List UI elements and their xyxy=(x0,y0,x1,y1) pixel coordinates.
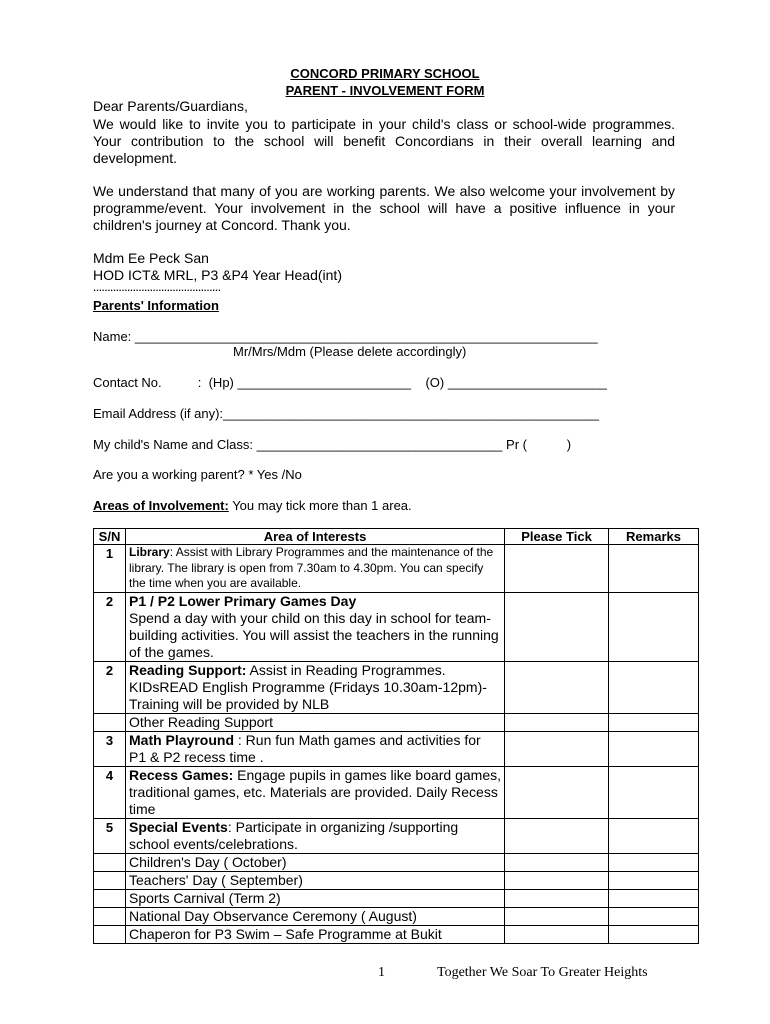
table-row xyxy=(94,889,699,907)
working-parent-question[interactable]: Are you a working parent? * Yes /No xyxy=(93,467,302,482)
table-row xyxy=(94,731,699,766)
remarks-cell[interactable] xyxy=(609,592,699,661)
row-sn: 1 xyxy=(94,545,126,593)
row-sn xyxy=(94,889,126,907)
row-sn: 4 xyxy=(94,766,126,818)
row-sn xyxy=(94,925,126,943)
table-row xyxy=(94,661,699,713)
signer-title: HOD ICT& MRL, P3 &P4 Year Head(int) xyxy=(93,267,342,283)
row-sn xyxy=(94,907,126,925)
areas-heading-line xyxy=(93,498,412,513)
table-row xyxy=(94,592,699,661)
tick-cell[interactable] xyxy=(505,925,609,943)
row-title: P1 / P2 Lower Primary Games Day xyxy=(129,592,357,609)
table-row xyxy=(94,766,699,818)
row-title: Math Playround xyxy=(129,731,235,748)
row-area xyxy=(126,731,505,766)
row-desc: Spend a day with your child on this day in school for team-building activities. You will assist the teachers in the running of the games. xyxy=(129,609,499,660)
row-desc: Assist in Reading Programmes. KIDsREAD English Programme (Fridays 10.30am-12pm)- Training will be provided by NLB xyxy=(129,661,487,712)
col-header-area: Area of Interests xyxy=(126,529,505,545)
form-title: PARENT - INVOLVEMENT FORM xyxy=(285,83,485,98)
page-number: 1 xyxy=(378,965,385,980)
remarks-cell[interactable] xyxy=(609,925,699,943)
remarks-cell[interactable] xyxy=(609,545,699,593)
salutation: Dear Parents/Guardians, xyxy=(93,98,248,114)
row-sn: 3 xyxy=(94,731,126,766)
working-parents-paragraph: We understand that many of you are working parents. We also welcome your involvement by programme/event. Your involvement in the school will have a positive influence in your children's journey at Concord. Thank you. xyxy=(93,183,675,233)
remarks-cell[interactable] xyxy=(609,907,699,925)
row-area: National Day Observance Ceremony ( August) xyxy=(126,907,505,925)
table-row xyxy=(94,853,699,871)
row-area: Other Reading Support xyxy=(126,713,505,731)
school-name: CONCORD PRIMARY SCHOOL xyxy=(290,66,480,81)
tick-cell[interactable] xyxy=(505,871,609,889)
row-desc: Engage pupils in games like board games, traditional games, etc. Materials are provided. Daily Recess time xyxy=(129,766,502,817)
row-title: Reading Support: xyxy=(129,661,247,678)
areas-table xyxy=(93,528,699,944)
separator-line: ……………………………………… xyxy=(93,283,221,293)
row-sn: 5 xyxy=(94,818,126,853)
child-name-class-field[interactable]: My child's Name and Class: __________________________________ Pr ( ) xyxy=(93,437,572,452)
tick-cell[interactable] xyxy=(505,907,609,925)
intro-paragraph: We would like to invite you to participate in your child's class or school-wide programmes. Your contribution to the school will benefit Concordians in their overall learning and development. xyxy=(93,116,675,166)
row-sn: 2 xyxy=(94,592,126,661)
parents-info-heading: Parents' Information xyxy=(93,298,219,313)
row-area xyxy=(126,592,505,661)
row-area xyxy=(126,661,505,713)
row-area xyxy=(126,818,505,853)
tick-cell[interactable] xyxy=(505,545,609,593)
remarks-cell[interactable] xyxy=(609,731,699,766)
remarks-cell[interactable] xyxy=(609,818,699,853)
row-sn: 2 xyxy=(94,661,126,713)
col-header-sn: S/N xyxy=(94,529,126,545)
row-sn xyxy=(94,853,126,871)
tick-cell[interactable] xyxy=(505,661,609,713)
areas-table-wrap xyxy=(93,528,699,944)
areas-note: You may tick more than 1 area. xyxy=(228,498,412,513)
remarks-cell[interactable] xyxy=(609,766,699,818)
row-area: Sports Carnival (Term 2) xyxy=(126,889,505,907)
col-header-remarks: Remarks xyxy=(609,529,699,545)
row-sn xyxy=(94,871,126,889)
name-title-note: Mr/Mrs/Mdm (Please delete accordingly) xyxy=(233,344,467,359)
remarks-cell[interactable] xyxy=(609,661,699,713)
row-title: Recess Games: xyxy=(129,766,234,783)
tick-cell[interactable] xyxy=(505,889,609,907)
row-area: Teachers' Day ( September) xyxy=(126,871,505,889)
remarks-cell[interactable] xyxy=(609,871,699,889)
table-row xyxy=(94,545,699,593)
areas-heading: Areas of Involvement: xyxy=(93,498,229,513)
name-field[interactable]: Name: ________________________________________________________________ xyxy=(93,329,598,344)
row-area xyxy=(126,766,505,818)
tick-cell[interactable] xyxy=(505,731,609,766)
email-field[interactable]: Email Address (if any):____________________________________________________ xyxy=(93,406,600,421)
row-desc: : Run fun Math games and activities for P1 & P2 recess time . xyxy=(129,731,481,765)
row-desc: : Participate in organizing /supporting school events/celebrations. xyxy=(129,818,459,852)
table-row xyxy=(94,713,699,731)
row-area xyxy=(126,545,505,593)
signer-name: Mdm Ee Peck San xyxy=(93,250,209,266)
table-header-row xyxy=(94,529,699,545)
school-motto: Together We Soar To Greater Heights xyxy=(437,965,648,980)
table-row xyxy=(94,871,699,889)
table-row xyxy=(94,818,699,853)
row-desc: : Assist with Library Programmes and the maintenance of the library. The library is open from 7.30am to 4.30pm. You can specify the time when you are available. xyxy=(129,545,494,590)
remarks-cell[interactable] xyxy=(609,713,699,731)
tick-cell[interactable] xyxy=(505,713,609,731)
row-area: Chaperon for P3 Swim – Safe Programme at Bukit xyxy=(126,925,505,943)
row-sn xyxy=(94,713,126,731)
tick-cell[interactable] xyxy=(505,766,609,818)
row-area: Children's Day ( October) xyxy=(126,853,505,871)
remarks-cell[interactable] xyxy=(609,889,699,907)
tick-cell[interactable] xyxy=(505,592,609,661)
row-title: Library xyxy=(129,545,170,559)
table-row xyxy=(94,907,699,925)
table-row xyxy=(94,925,699,943)
col-header-tick: Please Tick xyxy=(505,529,609,545)
contact-field[interactable]: Contact No. : (Hp) ________________________ (O) ______________________ xyxy=(93,375,607,390)
row-title: Special Events xyxy=(129,818,228,835)
tick-cell[interactable] xyxy=(505,818,609,853)
remarks-cell[interactable] xyxy=(609,853,699,871)
tick-cell[interactable] xyxy=(505,853,609,871)
